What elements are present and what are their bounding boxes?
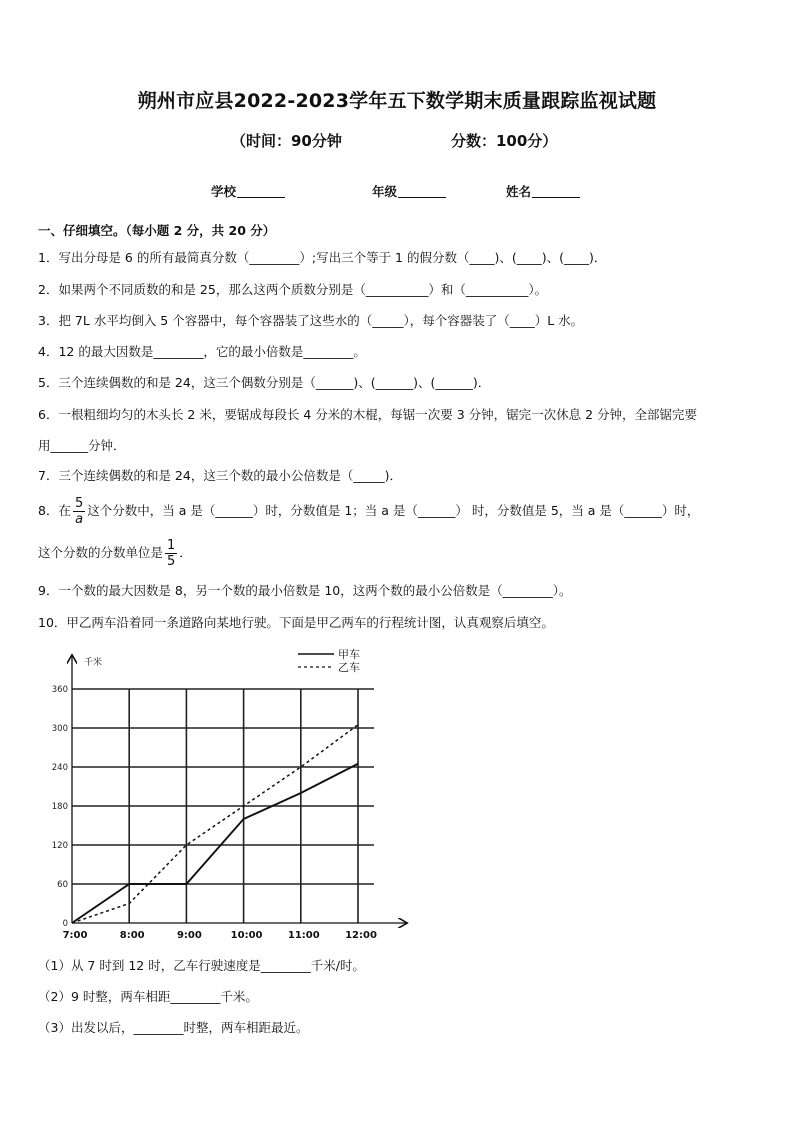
y-tick-label: 240 bbox=[51, 763, 68, 773]
y-tick-label: 120 bbox=[51, 841, 68, 851]
question-8-text: 这个分数中，当 a 是（______）时，分数值是 1；当 a 是（______） 时，分数值是 5，当 a 是（______）时， bbox=[87, 503, 700, 518]
question-9: 9．一个数的最大因数是 8，另一个数的最小倍数是 10，这两个数的最小公倍数是（________）。 bbox=[38, 583, 572, 598]
section-title: 一、仔细填空。（每小题 2 分，共 20 分） bbox=[38, 223, 276, 238]
chart-axes bbox=[72, 656, 406, 923]
question-7: 7．三个连续偶数的和是 24，这三个数的最小公倍数是（_____)． bbox=[38, 468, 402, 483]
y-tick-label: 180 bbox=[51, 802, 68, 812]
name-label: 姓名 bbox=[506, 184, 532, 199]
chart-grid bbox=[72, 689, 374, 923]
grade-label: 年级 bbox=[372, 184, 398, 199]
legend-label: 乙车 bbox=[338, 661, 360, 674]
school-label: 学校 bbox=[211, 184, 237, 199]
question-3: 3．把 7L 水平均倒入 5 个容器中，每个容器装了这些水的（_____），每个容器装了（____）L 水。 bbox=[38, 313, 584, 328]
y-tick-label: 60 bbox=[57, 880, 68, 890]
question-6-line1: 6．一根粗细均匀的木头长 2 米，要锯成每段长 4 分米的木棍，每锯一次要 3 分钟，锯完一次休息 2 分钟，全部锯完要 bbox=[38, 407, 698, 422]
question-8-prefix: 8．在 bbox=[38, 503, 71, 518]
question-8b-text: 这个分数的分数单位是 bbox=[38, 545, 164, 560]
question-10-2: （2）9 时整，两车相距________千米。 bbox=[38, 989, 258, 1004]
x-tick-label: 10:00 bbox=[230, 930, 263, 941]
x-tick-label: 8:00 bbox=[119, 930, 145, 941]
question-6-line2: 用______分钟． bbox=[38, 438, 126, 453]
x-tick-label: 11:00 bbox=[287, 930, 320, 941]
x-tick-label: 9:00 bbox=[176, 930, 202, 941]
chart-series bbox=[72, 725, 358, 923]
question-5: 5．三个连续偶数的和是 24，这三个偶数分别是（______)、(______)、(______)． bbox=[38, 375, 491, 390]
question-1: 1．写出分母是 6 的所有最简真分数（________）;写出三个等于 1 的假分数（____)、(____)、(____)． bbox=[38, 250, 607, 265]
y-tick-label: 360 bbox=[51, 685, 68, 695]
question-2: 2．如果两个不同质数的和是 25，那么这两个质数分别是（__________）和（__________）。 bbox=[38, 282, 548, 297]
x-tick-label: 7:00 bbox=[62, 930, 88, 941]
fraction-denominator: 5 bbox=[167, 554, 176, 569]
legend-label: 甲车 bbox=[338, 648, 360, 661]
chart-legend bbox=[298, 648, 360, 674]
question-10-3: （3）出发以后，________时整，两车相距最近。 bbox=[38, 1020, 309, 1035]
exam-score: 分数：100分） bbox=[451, 132, 558, 150]
question-8b-end: ． bbox=[179, 545, 192, 560]
question-10: 10．甲乙两车沿着同一条道路向某地行驶。下面是甲乙两车的行程统计图，认真观察后填空。 bbox=[38, 615, 554, 630]
y-axis-label: 千米 bbox=[84, 658, 103, 668]
exam-time: （时间：90分钟 bbox=[231, 132, 342, 150]
question-4: 4．12 的最大因数是________，它的最小倍数是________。 bbox=[38, 344, 366, 359]
fraction-numerator: 1 bbox=[167, 538, 176, 553]
series-line-1 bbox=[72, 764, 358, 923]
question-10-1: （1）从 7 时到 12 时，乙车行驶速度是________千米/时。 bbox=[38, 958, 365, 973]
fraction-numerator: 5 bbox=[74, 496, 84, 511]
x-tick-label: 12:00 bbox=[345, 930, 377, 941]
exam-title: 朔州市应县2022-2023学年五下数学期末质量跟踪监视试题 bbox=[137, 90, 657, 112]
y-tick-label: 300 bbox=[51, 724, 68, 734]
fraction-denominator: a bbox=[75, 512, 84, 527]
y-tick-label: 0 bbox=[62, 919, 68, 929]
